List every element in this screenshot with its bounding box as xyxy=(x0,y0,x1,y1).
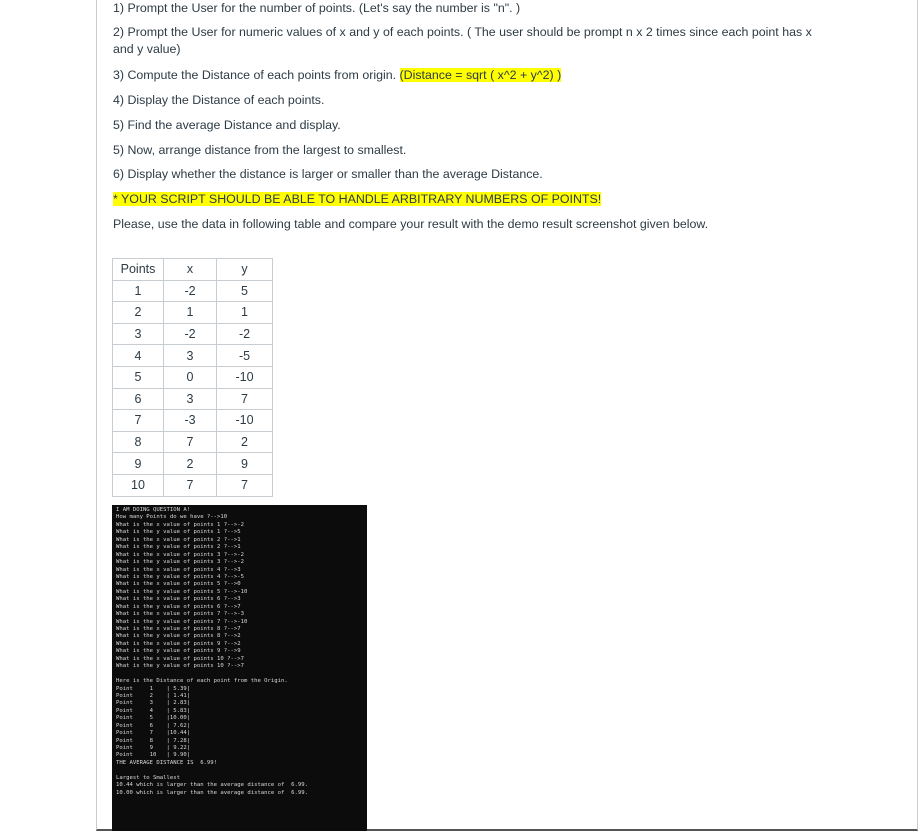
points-table xyxy=(112,258,273,497)
console-line: Point 5 |10.00| xyxy=(116,715,191,722)
table-row xyxy=(113,388,273,410)
table-cell: 1 xyxy=(113,280,164,302)
step-6 xyxy=(113,166,813,183)
console-line: What is the y value of points 10 ?-->7 xyxy=(116,663,244,670)
step-3 xyxy=(113,67,813,84)
table-row xyxy=(113,323,273,345)
console-line: Point 10 | 9.90| xyxy=(116,752,191,759)
console-line: What is the x value of points 3 ?-->-2 xyxy=(116,551,244,558)
table-header-cell: y xyxy=(217,259,273,281)
step-2-text: 2) Prompt the User for numeric values of x and y of each points. ( The user should be prompt n x 2 times since each point has x xyxy=(113,25,812,39)
console-line: Point 7 |10.44| xyxy=(116,730,191,737)
instruction-label: Please, use the data in following table and compare your result with the demo result screenshot given below. xyxy=(113,217,709,231)
step-6-text: 6) Display whether the distance is larger or smaller than the average Distance. xyxy=(113,167,543,181)
console-line: Point 6 | 7.62| xyxy=(116,722,191,729)
step-5 xyxy=(113,117,813,134)
console-line: Point 8 | 7.28| xyxy=(116,737,191,744)
console-line: What is the x value of points 5 ?-->0 xyxy=(116,581,241,588)
table-cell: -2 xyxy=(164,280,217,302)
step-4-text: 4) Display the Distance of each points. xyxy=(113,93,325,107)
console-line: Point 2 | 1.41| xyxy=(116,692,191,699)
console-line: What is the x value of points 8 ?-->7 xyxy=(116,626,241,632)
console-line: What is the y value of points 2 ?-->1 xyxy=(116,544,241,551)
table-row xyxy=(113,302,273,324)
console-line xyxy=(116,671,363,678)
console-line: What is the y value of points 3 ?-->-2 xyxy=(116,559,244,566)
step-1 xyxy=(113,0,813,17)
console-line: How many Points do we have ?-->10 xyxy=(116,514,228,521)
table-cell: 3 xyxy=(164,345,217,367)
table-row xyxy=(113,280,273,302)
console-line: What is the y value of points 9 ?-->9 xyxy=(116,648,241,655)
table-cell: 2 xyxy=(113,302,164,324)
step-5b-text: 5) Now, arrange distance from the largest to smallest. xyxy=(113,143,407,157)
table-cell: 7 xyxy=(164,431,217,453)
table-row xyxy=(113,431,273,453)
table-cell: 2 xyxy=(217,431,273,453)
table-cell: 3 xyxy=(113,323,164,345)
table-cell: -5 xyxy=(217,345,273,367)
console-line: Here is the Distance of each point from the Origin. xyxy=(116,678,288,685)
table-row xyxy=(113,345,273,367)
table-header-row xyxy=(113,259,273,281)
console-line: What is the y value of points 8 ?-->2 xyxy=(116,633,241,640)
table-row xyxy=(113,453,273,475)
table-cell: 10 xyxy=(113,474,164,496)
table-cell: 0 xyxy=(164,366,217,388)
console-line: Point 1 | 5.39| xyxy=(116,685,191,692)
console-line: What is the x value of points 7 ?-->-3 xyxy=(116,611,244,618)
instruction-text xyxy=(113,216,813,233)
table-cell: 7 xyxy=(217,388,273,410)
step-5b xyxy=(113,142,813,159)
step-2-text-line2: and y value) xyxy=(113,42,181,56)
table-cell: 8 xyxy=(113,431,164,453)
console-line: What is the x value of points 6 ?-->3 xyxy=(116,596,241,603)
table-cell: -2 xyxy=(164,323,217,345)
table-cell: -3 xyxy=(164,410,217,432)
table-cell: -10 xyxy=(217,366,273,388)
console-line: Point 3 | 2.83| xyxy=(116,700,191,707)
console-line: Point 9 | 9.22| xyxy=(116,745,191,751)
table-cell: 9 xyxy=(217,453,273,475)
console-line: What is the y value of points 6 ?-->7 xyxy=(116,603,241,610)
table-header-cell: Points xyxy=(113,259,164,281)
arbitrary-points-note xyxy=(113,191,813,208)
console-line xyxy=(116,767,363,774)
table-cell: -2 xyxy=(217,323,273,345)
console-line: 10.44 which is larger than the average distance of 6.99. xyxy=(116,782,308,789)
console-line: What is the y value of points 1 ?-->5 xyxy=(116,529,241,536)
table-cell: 7 xyxy=(113,410,164,432)
demo-console-screenshot xyxy=(112,505,367,831)
table-cell: 1 xyxy=(164,302,217,324)
table-row xyxy=(113,366,273,388)
table-cell: 3 xyxy=(164,388,217,410)
step-5-text: 5) Find the average Distance and display. xyxy=(113,118,341,132)
table-cell: 1 xyxy=(217,302,273,324)
console-line: 10.00 which is larger than the average distance of 6.99. xyxy=(116,789,308,796)
console-line: What is the x value of points 2 ?-->1 xyxy=(116,536,241,543)
table-row xyxy=(113,410,273,432)
table-cell: 5 xyxy=(217,280,273,302)
step-2 xyxy=(113,24,813,58)
console-line: What is the y value of points 5 ?-->-10 xyxy=(116,588,248,595)
table-cell: 7 xyxy=(164,474,217,496)
step-1-text: 1) Prompt the User for the number of points. (Let's say the number is "n". ) xyxy=(113,1,521,15)
table-row xyxy=(113,474,273,496)
table-cell: 9 xyxy=(113,453,164,475)
console-line: Point 4 | 5.83| xyxy=(116,707,191,714)
console-line: Largest to Smallest xyxy=(116,774,180,781)
console-line: What is the x value of points 10 ?-->7 xyxy=(116,655,244,662)
console-line: What is the y value of points 7 ?-->-10 xyxy=(116,618,248,625)
table-cell: 2 xyxy=(164,453,217,475)
formula-highlight: (Distance = sqrt ( x^2 + y^2) ) xyxy=(399,68,562,82)
console-line: What is the x value of points 1 ?-->-2 xyxy=(116,521,244,528)
console-line: What is the x value of points 9 ?-->2 xyxy=(116,640,241,647)
table-cell: 6 xyxy=(113,388,164,410)
console-line: THE AVERAGE DISTANCE IS 6.99! xyxy=(116,759,218,766)
step-4 xyxy=(113,92,813,109)
note-highlight: * YOUR SCRIPT SHOULD BE ABLE TO HANDLE ARBITRARY NUMBERS OF POINTS! xyxy=(113,192,602,206)
table-cell: 4 xyxy=(113,345,164,367)
step-3-text: 3) Compute the Distance of each points from origin. xyxy=(113,68,400,82)
table-cell: 7 xyxy=(217,474,273,496)
table-header-cell: x xyxy=(164,259,217,281)
console-line: What is the x value of points 4 ?-->3 xyxy=(116,566,241,573)
console-line: I AM DOING QUESTION A! xyxy=(116,507,191,513)
console-line: What is the y value of points 4 ?-->-5 xyxy=(116,573,244,580)
table-cell: 5 xyxy=(113,366,164,388)
table-cell: -10 xyxy=(217,410,273,432)
